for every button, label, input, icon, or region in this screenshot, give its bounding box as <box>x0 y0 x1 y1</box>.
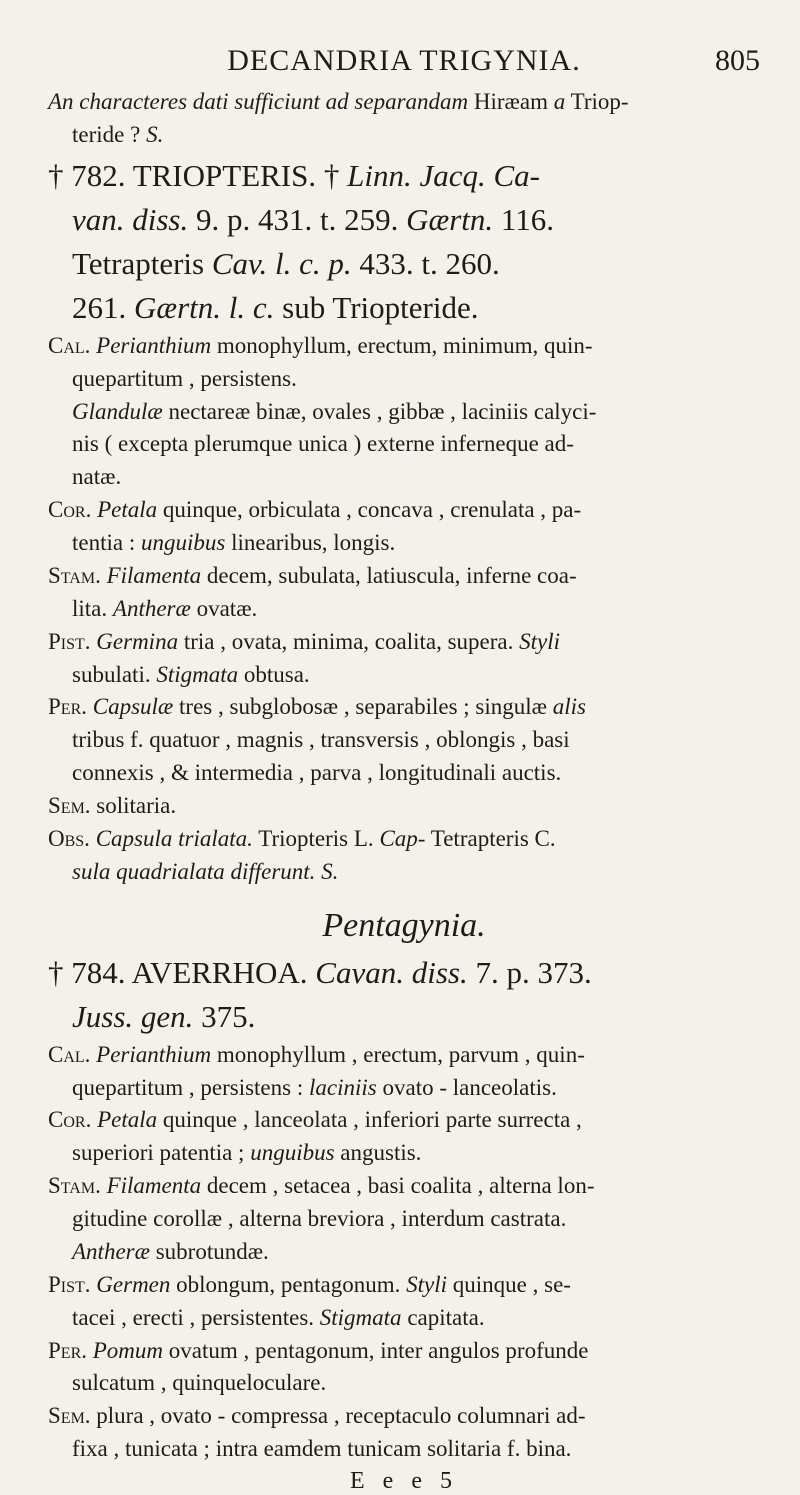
desc-text: subrotundæ. <box>155 1238 269 1264</box>
desc-text: oblongum, pentagonum. <box>176 1271 401 1297</box>
genus1-line1: † 782. TRIOPTERIS. † <box>48 157 340 193</box>
genus-heading-triopteris <box>48 154 760 330</box>
desc-text: gitudine corollæ , alterna breviora , interdum castrata. <box>72 1206 567 1232</box>
desc-text: quinque , se- <box>452 1271 571 1297</box>
desc-text: tres , subglobosæ , separabiles ; singulæ <box>179 694 548 720</box>
desc-line <box>48 659 760 692</box>
desc-text: quinque, orbiculata , concava , crenulata , pa- <box>162 497 582 523</box>
desc-text: nectareæ binæ, ovales , gibbæ , laciniis calyci- <box>168 398 597 424</box>
desc-line <box>48 1367 760 1400</box>
desc-line <box>48 494 760 527</box>
italic-term: unguibus <box>140 530 226 556</box>
intro-tail: Triop- <box>570 89 629 114</box>
desc-text: superiori patentia ; <box>72 1140 245 1166</box>
italic-term: sula quadrialata differunt. S. <box>72 858 339 884</box>
intro-paragraph <box>48 86 760 152</box>
desc-line <box>48 560 760 593</box>
genus1-line2-end: 116. <box>500 201 554 237</box>
section-label: Sem. <box>48 1403 91 1429</box>
desc-text: ovatæ. <box>196 595 258 621</box>
desc-line <box>48 790 760 823</box>
section-label: Cor. <box>48 1107 92 1133</box>
italic-term: Petala <box>97 1107 158 1133</box>
genus1-line1-ital: Linn. Jacq. Ca- <box>347 157 540 193</box>
intro-s: S. <box>146 121 164 147</box>
section-label: Per. <box>48 694 87 720</box>
section-label: Cor. <box>48 497 92 523</box>
italic-term: Antheræ <box>72 1238 150 1264</box>
genus1-line3: Tetrapteris <box>72 245 205 281</box>
desc-line <box>48 1335 760 1368</box>
desc-text: tribus f. quatuor , magnis , transversis , oblongis , basi <box>72 727 570 753</box>
italic-term: Pomum <box>92 1337 164 1363</box>
section-label: Pist. <box>48 1271 91 1297</box>
desc-line <box>48 724 760 757</box>
desc-text: subulati. <box>72 661 151 687</box>
section-label: Stam. <box>48 1173 101 1199</box>
running-title: DECANDRIA TRIGYNIA. <box>227 44 581 77</box>
desc-line <box>48 1170 760 1203</box>
section-label: Cal. <box>48 1041 91 1067</box>
italic-term: Filamenta <box>106 1173 202 1199</box>
desc-text: natæ. <box>72 464 122 490</box>
desc-text: quepartitum , persistens : <box>72 1074 304 1100</box>
genus1-line2-ital: van. diss. <box>72 201 189 237</box>
genus2-line1-ital: Cavan. diss. <box>315 954 468 990</box>
desc-line <box>48 593 760 626</box>
desc-text: sulcatum , quinqueloculare. <box>72 1370 327 1396</box>
italic-term: Cap- <box>379 825 426 851</box>
section-heading: Pentagynia. <box>322 906 486 944</box>
desc-text: capitata. <box>407 1304 485 1330</box>
desc-text: monophyllum, erectum, minimum, quin- <box>216 332 593 358</box>
desc-text: decem, subulata, latiuscula, inferne coa- <box>206 562 577 588</box>
genus2-line2-end: 375. <box>201 998 256 1034</box>
desc-line <box>48 691 760 724</box>
section-label: Obs. <box>48 825 90 851</box>
section-label: Per. <box>48 1337 87 1363</box>
desc-line <box>48 1137 760 1170</box>
desc-text: quinque , lanceolata , inferiori parte surrecta , <box>162 1107 582 1133</box>
desc-text: Tetrapteris C. <box>430 825 556 851</box>
italic-term: laciniis <box>309 1074 377 1100</box>
desc-text: fixa , tunicata ; intra eamdem tunicam solitaria f. bina. <box>72 1436 572 1462</box>
italic-term: Germen <box>96 1271 171 1297</box>
averrhoa-description <box>48 1039 760 1466</box>
desc-text: obtusa. <box>243 661 310 687</box>
intro-line2: teride ? <box>72 121 147 147</box>
desc-line <box>48 1039 760 1072</box>
desc-text: tacei , erecti , persistentes. <box>72 1304 315 1330</box>
genus2-line1: † 784. AVERRHOA. <box>48 954 308 990</box>
page-number: 805 <box>715 44 760 77</box>
genus1-line4-ital: Gærtn. l. c. <box>134 289 275 325</box>
desc-text: ovato - lanceolatis. <box>382 1074 557 1100</box>
desc-line <box>48 1433 760 1466</box>
italic-term: Antheræ <box>112 595 191 621</box>
genus-heading-averrhoa <box>48 951 760 1039</box>
desc-text: connexis , & intermedia , parva , longitudinali auctis. <box>72 760 562 786</box>
desc-text: quepartitum , persistens. <box>72 365 297 391</box>
desc-line <box>48 1269 760 1302</box>
genus1-line3-end: 433. t. 260. <box>359 245 500 281</box>
italic-term: Stigmata <box>319 1304 402 1330</box>
intro-rest: Hiræam <box>473 89 548 114</box>
desc-text: nis ( excepta plerumque unica ) externe inferneque ad- <box>72 431 574 457</box>
desc-line <box>48 626 760 659</box>
desc-text: tria , ovata, minima, coalita, supera. <box>183 628 514 654</box>
italic-term: Petala <box>97 497 158 523</box>
desc-text: solitaria. <box>96 793 177 819</box>
italic-term: Styli <box>406 1271 448 1297</box>
italic-term: Perianthium <box>96 1041 212 1067</box>
signature-mark: E e e 5 <box>350 1468 458 1495</box>
section-label: Cal. <box>48 332 91 358</box>
intro-a: a <box>553 89 566 114</box>
genus1-line2: 9. p. 431. t. 259. <box>196 201 399 237</box>
desc-line <box>48 461 760 494</box>
desc-line <box>48 527 760 560</box>
section-label: Pist. <box>48 628 91 654</box>
triopteris-description <box>48 330 760 889</box>
desc-line <box>48 1400 760 1433</box>
desc-text: ovatum , pentagonum, inter angulos profunde <box>168 1337 589 1363</box>
italic-term: Capsulæ <box>92 694 174 720</box>
desc-text: lita. <box>72 595 108 621</box>
genus1-line3-ital: Cav. l. c. p. <box>211 245 352 281</box>
desc-text: angustis. <box>340 1140 422 1166</box>
desc-line <box>48 330 760 363</box>
genus1-line2-ital2: Gærtn. <box>406 201 494 237</box>
desc-text: decem , setacea , basi coalita , alterna lon- <box>206 1173 595 1199</box>
genus1-line4-end: sub Triopteride. <box>282 289 479 325</box>
italic-term: Germina <box>96 628 179 654</box>
italic-term: unguibus <box>250 1140 335 1166</box>
genus2-line2-ital: Juss. gen. <box>72 998 194 1034</box>
italic-term: alis <box>552 694 586 720</box>
desc-line <box>48 856 760 889</box>
desc-line <box>48 1104 760 1137</box>
italic-term: Styli <box>519 628 561 654</box>
desc-text: tentia : <box>72 530 136 556</box>
desc-text: Triopteris L. <box>258 825 374 851</box>
desc-text: linearibus, longis. <box>231 530 396 556</box>
desc-line <box>48 1236 760 1269</box>
desc-line <box>48 823 760 856</box>
desc-line <box>48 757 760 790</box>
genus2-line1-end: 7. p. 373. <box>475 954 592 990</box>
desc-line <box>48 428 760 461</box>
italic-term: Perianthium <box>96 332 212 358</box>
section-label: Sem. <box>48 793 91 819</box>
italic-term: Glandulæ <box>72 398 163 424</box>
running-head <box>48 38 760 86</box>
desc-text: monophyllum , erectum, parvum , quin- <box>216 1041 585 1067</box>
desc-line <box>48 1072 760 1105</box>
italic-term: Filamenta <box>106 562 202 588</box>
desc-line <box>48 363 760 396</box>
italic-term: Stigmata <box>156 661 239 687</box>
section-label: Stam. <box>48 562 101 588</box>
genus1-line4: 261. <box>72 289 127 325</box>
desc-line <box>48 1203 760 1236</box>
desc-line <box>48 1302 760 1335</box>
desc-line <box>48 396 760 429</box>
desc-text: plura , ovato - compressa , receptaculo columnari ad- <box>96 1403 586 1429</box>
intro-italic: An characteres dati sufficiunt ad separandam <box>48 89 469 114</box>
italic-term: Capsula trialata. <box>95 825 253 851</box>
